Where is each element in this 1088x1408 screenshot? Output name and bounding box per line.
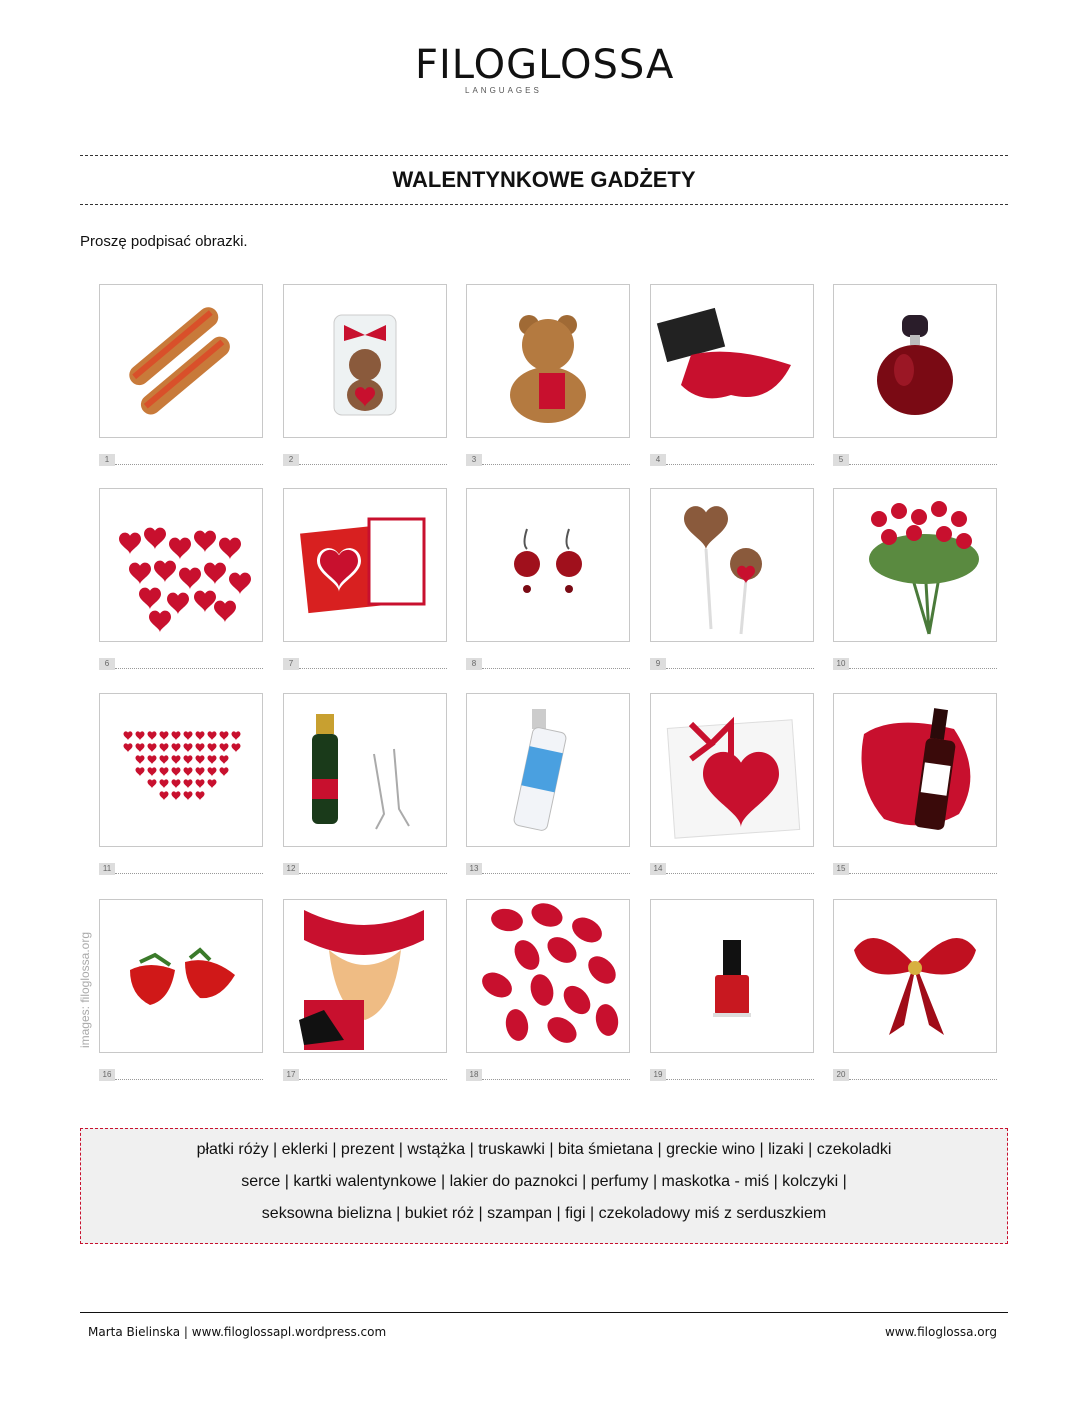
answer-line[interactable] xyxy=(650,454,814,468)
item-number: 19 xyxy=(650,1069,666,1081)
answer-line[interactable] xyxy=(833,863,997,877)
picture-frame xyxy=(466,284,630,438)
item-number: 8 xyxy=(466,658,482,670)
picture-frame xyxy=(833,693,997,847)
picture-frame xyxy=(283,488,447,642)
answer-line[interactable] xyxy=(283,863,447,877)
picture-frame xyxy=(650,899,814,1053)
answer-line[interactable] xyxy=(466,863,630,877)
dotted-line xyxy=(115,464,263,465)
answer-line[interactable] xyxy=(650,658,814,672)
dotted-line xyxy=(849,464,997,465)
picture-frame xyxy=(283,693,447,847)
answer-line[interactable] xyxy=(283,1069,447,1083)
logo-text: FILOGLOSSA xyxy=(415,42,675,88)
picture-item xyxy=(99,488,263,673)
champagne-icon xyxy=(284,694,446,846)
picture-item xyxy=(650,284,814,469)
footer-site: www.filoglossa.org xyxy=(884,1325,997,1339)
picture-item xyxy=(99,899,263,1084)
picture-item xyxy=(650,899,814,1084)
picture-item xyxy=(466,488,630,673)
item-number: 18 xyxy=(466,1069,482,1081)
item-number: 15 xyxy=(833,863,849,875)
picture-item xyxy=(283,488,447,673)
answer-line[interactable] xyxy=(283,658,447,672)
item-number: 2 xyxy=(283,454,299,466)
item-number: 5 xyxy=(833,454,849,466)
picture-frame xyxy=(650,284,814,438)
instruction: Proszę podpisać obrazki. xyxy=(80,233,248,250)
dotted-line xyxy=(299,464,447,465)
answer-line[interactable] xyxy=(466,1069,630,1083)
answer-line[interactable] xyxy=(650,1069,814,1083)
picture-item xyxy=(283,693,447,878)
heart-chocolates-icon xyxy=(100,489,262,641)
item-number: 3 xyxy=(466,454,482,466)
item-number: 17 xyxy=(283,1069,299,1081)
strawberries-icon xyxy=(100,900,262,1052)
picture-item xyxy=(650,693,814,878)
dotted-line xyxy=(299,1079,447,1080)
picture-item xyxy=(466,899,630,1084)
item-number: 9 xyxy=(650,658,666,670)
item-number: 7 xyxy=(283,658,299,670)
word-bank-line-2: serce | kartki walentynkowe | lakier do paznokci | perfumy | maskotka - miś | kolczyki | xyxy=(241,1173,847,1190)
answer-line[interactable] xyxy=(99,1069,263,1083)
dotted-line xyxy=(666,464,814,465)
dotted-line xyxy=(666,873,814,874)
answer-line[interactable] xyxy=(833,454,997,468)
dotted-line xyxy=(482,1079,630,1080)
dotted-line xyxy=(115,873,263,874)
answer-line[interactable] xyxy=(833,1069,997,1083)
earrings-icon xyxy=(467,489,629,641)
item-number: 10 xyxy=(833,658,849,670)
answer-line[interactable] xyxy=(99,658,263,672)
dotted-line xyxy=(482,464,630,465)
nail-polish-icon xyxy=(651,900,813,1052)
picture-frame xyxy=(99,693,263,847)
answer-line[interactable] xyxy=(833,658,997,672)
answer-line[interactable] xyxy=(283,454,447,468)
picture-frame xyxy=(466,488,630,642)
dotted-line xyxy=(115,1079,263,1080)
lollipops-icon xyxy=(651,489,813,641)
picture-item xyxy=(833,693,997,878)
answer-line[interactable] xyxy=(650,863,814,877)
sexy-lingerie-icon xyxy=(284,900,446,1052)
heart-of-hearts-icon xyxy=(100,694,262,846)
picture-frame xyxy=(466,899,630,1053)
item-number: 1 xyxy=(99,454,115,466)
chocolate-bear-gift-icon xyxy=(284,285,446,437)
dotted-line xyxy=(849,873,997,874)
picture-frame xyxy=(99,284,263,438)
picture-item xyxy=(466,693,630,878)
page-title: WALENTYNKOWE GADŻETY xyxy=(392,167,696,192)
eclair-icon xyxy=(100,285,262,437)
whipped-cream-icon xyxy=(467,694,629,846)
divider-bottom xyxy=(80,204,1008,205)
footer-rule xyxy=(80,1312,1008,1313)
rose-bouquet-icon xyxy=(834,489,996,641)
dotted-line xyxy=(666,668,814,669)
picture-item xyxy=(99,284,263,469)
item-number: 12 xyxy=(283,863,299,875)
dotted-line xyxy=(115,668,263,669)
teddy-bear-icon xyxy=(467,285,629,437)
item-number: 14 xyxy=(650,863,666,875)
picture-item xyxy=(283,899,447,1084)
item-number: 11 xyxy=(99,863,115,875)
picture-frame xyxy=(833,284,997,438)
dotted-line xyxy=(299,873,447,874)
picture-frame xyxy=(99,488,263,642)
answer-line[interactable] xyxy=(466,454,630,468)
logo xyxy=(0,42,1088,102)
picture-frame xyxy=(99,899,263,1053)
picture-frame xyxy=(283,899,447,1053)
wine-bottle-icon xyxy=(834,694,996,846)
picture-item xyxy=(833,284,997,469)
item-number: 13 xyxy=(466,863,482,875)
picture-frame xyxy=(650,488,814,642)
answer-line[interactable] xyxy=(466,658,630,672)
divider-top xyxy=(80,155,1008,156)
dotted-line xyxy=(482,668,630,669)
dotted-line xyxy=(482,873,630,874)
picture-frame xyxy=(283,284,447,438)
item-number: 20 xyxy=(833,1069,849,1081)
footer-author: Marta Bielinska | www.filoglossapl.wordpress.com xyxy=(88,1325,387,1339)
perfume-bottle-icon xyxy=(834,285,996,437)
item-number: 6 xyxy=(99,658,115,670)
answer-line[interactable] xyxy=(99,863,263,877)
picture-frame xyxy=(833,899,997,1053)
word-bank-line-3: seksowna bielizna | bukiet róż | szampan | figi | czekoladowy miś z serduszkiem xyxy=(261,1205,827,1222)
picture-frame xyxy=(466,693,630,847)
picture-item xyxy=(283,284,447,469)
picture-item xyxy=(99,693,263,878)
dotted-line xyxy=(666,1079,814,1080)
logo-subtitle: LANGUAGES xyxy=(465,86,542,95)
word-bank-line-1: płatki róży | eklerki | prezent | wstążka | truskawki | bita śmietana | greckie wino | lizaki | czekoladki xyxy=(196,1141,892,1158)
item-number: 16 xyxy=(99,1069,115,1081)
word-bank xyxy=(80,1128,1008,1244)
ribbon-bow-icon xyxy=(834,900,996,1052)
picture-frame xyxy=(650,693,814,847)
gift-box-bow-icon xyxy=(651,694,813,846)
picture-item xyxy=(650,488,814,673)
lingerie-box-icon xyxy=(651,285,813,437)
picture-frame xyxy=(833,488,997,642)
picture-item xyxy=(833,899,997,1084)
item-number: 4 xyxy=(650,454,666,466)
picture-item xyxy=(833,488,997,673)
answer-line[interactable] xyxy=(99,454,263,468)
rose-petals-icon xyxy=(467,900,629,1052)
dotted-line xyxy=(299,668,447,669)
valentine-cards-icon xyxy=(284,489,446,641)
dotted-line xyxy=(849,1079,997,1080)
dotted-line xyxy=(849,668,997,669)
image-credit: images: filoglossa.org xyxy=(78,931,92,1049)
picture-item xyxy=(466,284,630,469)
